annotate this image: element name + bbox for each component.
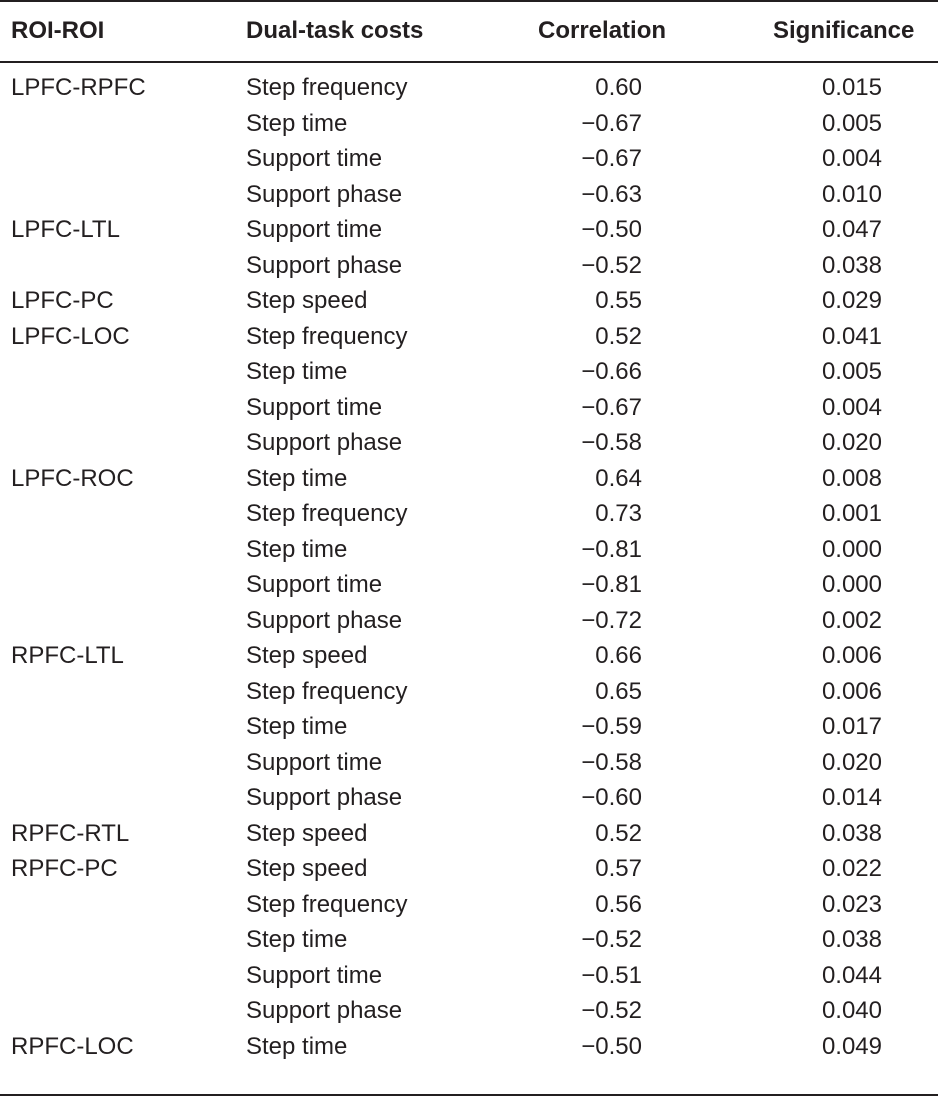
significance-cell: 0.006 bbox=[821, 677, 882, 705]
dual-task-cost-cell: Support phase bbox=[246, 429, 403, 456]
table-row bbox=[0, 248, 938, 284]
table-row bbox=[0, 1029, 938, 1065]
roi-cell: LPFC-RPFC bbox=[11, 74, 146, 101]
correlation-cell: −0.63 bbox=[581, 180, 642, 208]
correlation-cell: −0.58 bbox=[581, 748, 642, 776]
dual-task-cost-cell: Support phase bbox=[246, 606, 403, 634]
table-body bbox=[0, 70, 938, 1064]
dual-task-cost-cell: Step time bbox=[246, 1032, 348, 1060]
roi-cell: LPFC-ROC bbox=[11, 464, 134, 492]
header-correlation: Correlation bbox=[538, 17, 667, 44]
correlation-cell: 0.52 bbox=[595, 322, 642, 350]
significance-cell: 0.008 bbox=[821, 464, 882, 492]
header-significance: Significance bbox=[773, 17, 915, 44]
table-row bbox=[0, 319, 938, 355]
correlation-cell: 0.52 bbox=[595, 819, 642, 847]
significance-cell: 0.040 bbox=[821, 997, 882, 1024]
table-row bbox=[0, 496, 938, 532]
dual-task-cost-cell: Support time bbox=[246, 216, 383, 243]
dual-task-cost-cell: Step time bbox=[246, 109, 348, 137]
correlation-cell: −0.66 bbox=[581, 358, 642, 385]
dual-task-cost-cell: Step frequency bbox=[246, 322, 408, 350]
table-bottom-rule bbox=[0, 1094, 938, 1096]
dual-task-cost-cell: Step frequency bbox=[246, 74, 408, 101]
correlation-cell: 0.56 bbox=[595, 890, 642, 918]
correlation-cell: 0.64 bbox=[595, 464, 642, 492]
table-row bbox=[0, 993, 938, 1029]
significance-cell: 0.038 bbox=[821, 251, 882, 279]
header-dual-task-costs: Dual-task costs bbox=[246, 17, 424, 44]
significance-cell: 0.000 bbox=[821, 535, 882, 563]
table-row bbox=[0, 816, 938, 852]
significance-cell: 0.029 bbox=[821, 287, 882, 314]
dual-task-cost-cell: Step frequency bbox=[246, 890, 408, 918]
table-row bbox=[0, 425, 938, 461]
significance-cell: 0.038 bbox=[821, 819, 882, 847]
correlation-cell: −0.72 bbox=[581, 606, 642, 634]
correlation-cell: −0.81 bbox=[581, 535, 642, 563]
significance-cell: 0.000 bbox=[821, 571, 882, 598]
table-row bbox=[0, 283, 938, 319]
significance-cell: 0.044 bbox=[821, 961, 882, 989]
correlation-cell: −0.58 bbox=[581, 429, 642, 456]
table-row bbox=[0, 461, 938, 497]
table-row bbox=[0, 177, 938, 213]
correlation-cell: −0.60 bbox=[581, 784, 642, 811]
correlation-cell: −0.59 bbox=[581, 713, 642, 740]
significance-cell: 0.006 bbox=[821, 642, 882, 669]
significance-cell: 0.017 bbox=[821, 713, 882, 740]
table-row bbox=[0, 354, 938, 390]
table-row bbox=[0, 567, 938, 603]
dual-task-cost-cell: Support time bbox=[246, 571, 383, 598]
significance-cell: 0.004 bbox=[821, 145, 882, 172]
table-row bbox=[0, 709, 938, 745]
roi-cell: LPFC-LTL bbox=[11, 216, 120, 243]
significance-cell: 0.049 bbox=[821, 1032, 882, 1060]
table-row bbox=[0, 851, 938, 887]
dual-task-cost-cell: Support phase bbox=[246, 180, 403, 208]
dual-task-cost-cell: Support phase bbox=[246, 997, 403, 1024]
table-row bbox=[0, 674, 938, 710]
significance-cell: 0.005 bbox=[821, 358, 882, 385]
dual-task-cost-cell: Step speed bbox=[246, 819, 368, 847]
table-row bbox=[0, 780, 938, 816]
roi-cell: RPFC-RTL bbox=[11, 819, 130, 847]
table-row bbox=[0, 958, 938, 994]
header-roi: ROI-ROI bbox=[11, 17, 105, 44]
roi-cell: RPFC-LTL bbox=[11, 642, 124, 669]
significance-cell: 0.041 bbox=[821, 322, 882, 350]
correlation-cell: 0.57 bbox=[595, 855, 642, 882]
correlation-cell: −0.52 bbox=[581, 997, 642, 1024]
dual-task-cost-cell: Step speed bbox=[246, 642, 368, 669]
roi-cell: LPFC-PC bbox=[11, 287, 114, 314]
dual-task-cost-cell: Support phase bbox=[246, 784, 403, 811]
significance-cell: 0.014 bbox=[821, 784, 882, 811]
dual-task-cost-cell: Step time bbox=[246, 464, 348, 492]
roi-cell: RPFC-PC bbox=[11, 855, 118, 882]
table-row bbox=[0, 887, 938, 923]
correlation-cell: 0.65 bbox=[595, 677, 642, 705]
dual-task-cost-cell: Step time bbox=[246, 535, 348, 563]
correlation-cell: −0.67 bbox=[581, 145, 642, 172]
dual-task-cost-cell: Support time bbox=[246, 748, 383, 776]
table-row bbox=[0, 141, 938, 177]
dual-task-cost-cell: Step speed bbox=[246, 855, 368, 882]
correlation-cell: 0.55 bbox=[595, 287, 642, 314]
significance-cell: 0.020 bbox=[821, 429, 882, 456]
significance-cell: 0.005 bbox=[821, 109, 882, 137]
table-row bbox=[0, 638, 938, 674]
correlation-cell: −0.52 bbox=[581, 926, 642, 953]
significance-cell: 0.047 bbox=[821, 216, 882, 243]
correlation-cell: −0.81 bbox=[581, 571, 642, 598]
correlation-cell: −0.50 bbox=[581, 216, 642, 243]
significance-cell: 0.015 bbox=[821, 74, 882, 101]
dual-task-cost-cell: Step time bbox=[246, 713, 348, 740]
significance-cell: 0.023 bbox=[821, 890, 882, 918]
dual-task-cost-cell: Support phase bbox=[246, 251, 403, 279]
table-header-rule bbox=[0, 61, 938, 63]
table-row bbox=[0, 603, 938, 639]
table-row bbox=[0, 212, 938, 248]
significance-cell: 0.010 bbox=[821, 180, 882, 208]
table-row bbox=[0, 106, 938, 142]
correlation-cell: −0.67 bbox=[581, 109, 642, 137]
roi-cell: LPFC-LOC bbox=[11, 322, 130, 350]
significance-cell: 0.038 bbox=[821, 926, 882, 953]
significance-cell: 0.001 bbox=[821, 500, 882, 527]
roi-cell: RPFC-LOC bbox=[11, 1032, 134, 1060]
dual-task-cost-cell: Support time bbox=[246, 393, 383, 421]
correlation-cell: −0.67 bbox=[581, 393, 642, 421]
correlation-cell: 0.73 bbox=[595, 500, 642, 527]
correlation-cell: −0.52 bbox=[581, 251, 642, 279]
correlation-cell: −0.50 bbox=[581, 1032, 642, 1060]
table-row bbox=[0, 390, 938, 426]
table-row bbox=[0, 745, 938, 781]
dual-task-cost-cell: Step frequency bbox=[246, 500, 408, 527]
table-row bbox=[0, 532, 938, 568]
dual-task-cost-cell: Step time bbox=[246, 926, 348, 953]
table-row bbox=[0, 70, 938, 106]
correlation-cell: 0.66 bbox=[595, 642, 642, 669]
significance-cell: 0.002 bbox=[821, 606, 882, 634]
dual-task-cost-cell: Step time bbox=[246, 358, 348, 385]
dual-task-cost-cell: Step speed bbox=[246, 287, 368, 314]
significance-cell: 0.004 bbox=[821, 393, 882, 421]
correlation-cell: 0.60 bbox=[595, 74, 642, 101]
correlation-cell: −0.51 bbox=[581, 961, 642, 989]
dual-task-cost-cell: Support time bbox=[246, 145, 383, 172]
significance-cell: 0.020 bbox=[821, 748, 882, 776]
table-header bbox=[0, 0, 938, 61]
significance-cell: 0.022 bbox=[821, 855, 882, 882]
table-row bbox=[0, 922, 938, 958]
dual-task-cost-cell: Step frequency bbox=[246, 677, 408, 705]
dual-task-cost-cell: Support time bbox=[246, 961, 383, 989]
